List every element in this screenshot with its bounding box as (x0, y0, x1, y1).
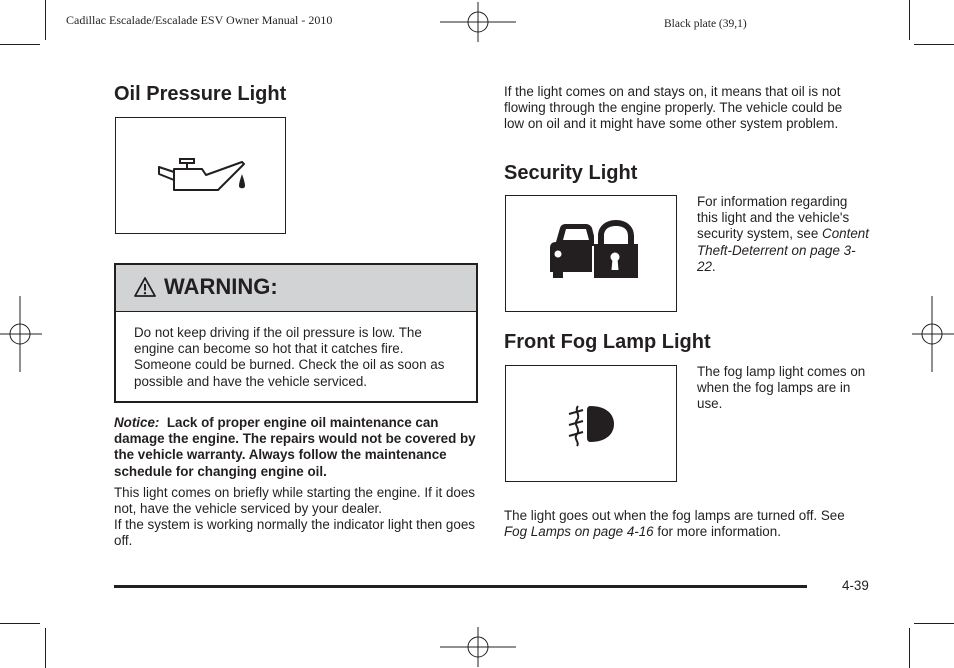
notice-label: Notice: (114, 415, 160, 430)
registration-mark-icon (440, 2, 516, 42)
warning-box (114, 263, 478, 403)
oil-icon-box (115, 117, 286, 234)
crop-mark (914, 623, 954, 624)
fog-icon-box (505, 365, 677, 482)
security-icon-box (505, 195, 677, 312)
notice-text: Lack of proper engine oil maintenance can damage the engine. The repairs would not be covered by the vehicle warranty. Always follow the maintenance schedule for changing engine oil. (114, 415, 476, 479)
fog-description: The fog lamp light comes on when the fog lamps are in use. (697, 364, 866, 412)
crop-mark (909, 628, 910, 668)
footer-rule (114, 585, 807, 588)
fog-footer-text-1: The light goes out when the fog lamps are turned off. See (504, 508, 845, 523)
crop-mark (0, 44, 40, 45)
registration-mark-icon (440, 627, 516, 667)
car-lock-icon (546, 216, 638, 282)
warning-title: WARNING: (164, 274, 278, 299)
security-reference-link[interactable]: Content Theft-Deterrent on page 3-22 (697, 226, 869, 274)
security-light-title: Security Light (504, 162, 638, 184)
fog-footer-text-2: for more information. (657, 524, 781, 540)
warning-header (116, 265, 476, 312)
crop-mark (0, 623, 40, 624)
oil-pressure-title: Oil Pressure Light (114, 83, 287, 105)
oil-paragraph-1: This light comes on briefly while starting the engine. If it does not, have the vehicle serviced by your dealer. (114, 485, 475, 517)
oil-can-icon (156, 156, 248, 196)
front-fog-lamp-title: Front Fog Lamp Light (504, 331, 711, 353)
fog-footer-paragraph (504, 508, 869, 540)
crop-mark (45, 0, 46, 40)
registration-mark-icon (912, 296, 954, 372)
page-number: 4-39 (842, 578, 869, 593)
warning-triangle-icon (134, 277, 156, 297)
fog-lamp-icon (566, 402, 620, 448)
notice-paragraph (114, 415, 478, 480)
crop-mark (45, 628, 46, 668)
security-text-intro: For information regarding this light and the vehicle's security system, see (697, 194, 850, 242)
security-text-end: . (711, 258, 716, 274)
oil-paragraph-3: If the light comes on and stays on, it means that oil is not flowing through the engine properly. The vehicle could be low on oil and it might have some other system problem. (504, 84, 843, 132)
security-description (697, 194, 869, 275)
crop-mark (909, 0, 910, 40)
manual-title: Cadillac Escalade/Escalade ESV Owner Manual - 2010 (66, 13, 333, 27)
fog-lamps-reference-link[interactable]: Fog Lamps on page 4-16 (504, 524, 654, 540)
registration-mark-icon (0, 296, 42, 372)
oil-paragraph-2: If the system is working normally the indicator light then goes off. (114, 517, 475, 549)
warning-body: Do not keep driving if the oil pressure is low. The engine can become so hot that it catches fire. Someone could be burned. Check the oil as soon as possible and have the vehicle serviced. (134, 325, 445, 389)
crop-mark (914, 44, 954, 45)
plate-label: Black plate (39,1) (664, 18, 747, 30)
